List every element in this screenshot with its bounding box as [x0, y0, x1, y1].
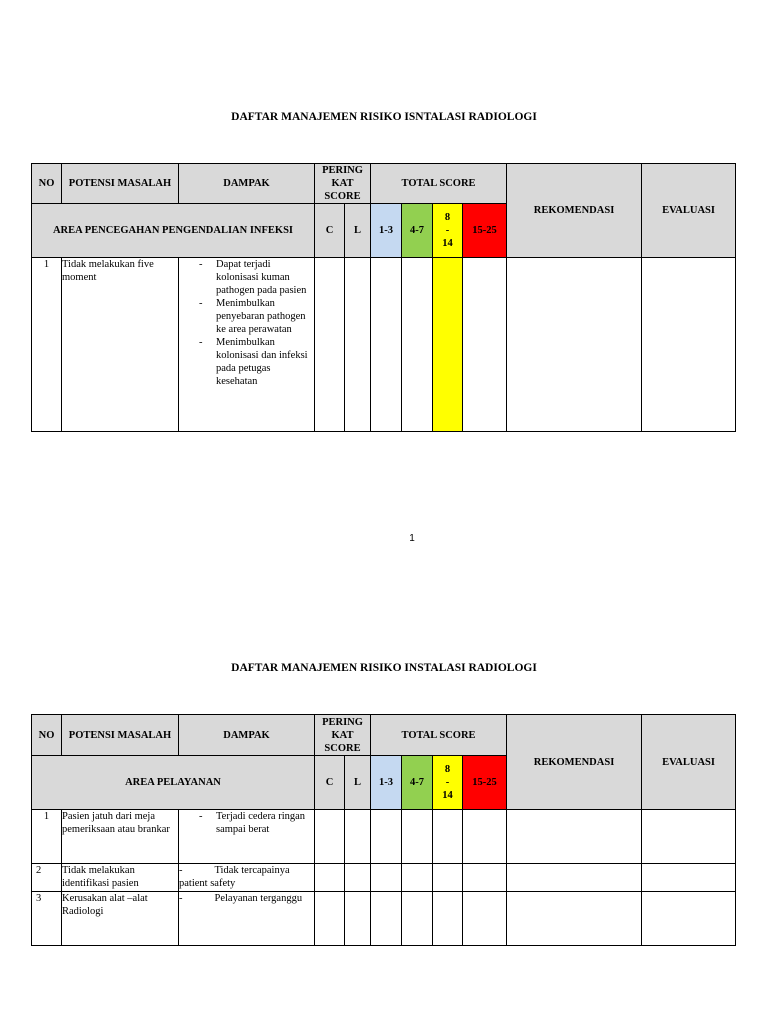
cell-c: [315, 892, 345, 946]
cell-evaluasi: [642, 892, 736, 946]
header-no: NO: [32, 164, 62, 204]
cell-rekomendasi: [507, 864, 642, 892]
row-potensi: Pasien jatuh dari meja pemeriksaan atau brankar: [62, 810, 179, 864]
cell-score-8-14: [433, 892, 463, 946]
dampak-item: - Terjadi cedera ringan sampai berat: [216, 810, 314, 836]
cell-c: [315, 258, 345, 432]
header-evaluasi: EVALUASI: [642, 715, 736, 810]
row-dampak: [179, 892, 315, 946]
score-range-4-7: 4-7: [402, 204, 433, 258]
row-no: 1: [32, 810, 62, 864]
header-dampak: DAMPAK: [179, 715, 315, 756]
cell-l: [345, 892, 371, 946]
sub-header-l: L: [345, 204, 371, 258]
table-row: [32, 892, 736, 946]
score-range-8-14: [433, 204, 463, 258]
dampak-item: - Dapat terjadi kolonisasi kuman pathogen pada pasien: [216, 258, 314, 297]
score-range-8-14-b: -: [445, 225, 450, 236]
header-peringkat-score: PERING KAT SCORE: [315, 715, 371, 756]
cell-rekomendasi: [507, 892, 642, 946]
cell-l: [345, 864, 371, 892]
header-potensi-masalah: POTENSI MASALAH: [62, 164, 179, 204]
score-range-8-14-c: 14: [442, 238, 453, 249]
score-range-8-14-a: 8: [444, 212, 451, 223]
sub-header-c: C: [315, 756, 345, 810]
dampak-text: Pelayanan terganggu: [214, 893, 303, 904]
row-potensi: Kerusakan alat –alat Radiologi: [62, 892, 179, 946]
cell-score-15-25: [463, 864, 507, 892]
cell-score-4-7: [402, 864, 433, 892]
table-row: [32, 864, 736, 892]
sub-header-l: L: [345, 756, 371, 810]
cell-score-1-3: [371, 258, 402, 432]
cell-c: [315, 810, 345, 864]
cell-evaluasi: [642, 810, 736, 864]
page-2-title: DAFTAR MANAJEMEN RISIKO INSTALASI RADIOLOGI: [231, 662, 537, 674]
score-range-8-14: [433, 756, 463, 810]
score-range-4-7: 4-7: [402, 756, 433, 810]
cell-score-15-25: [463, 892, 507, 946]
cell-score-15-25: [463, 258, 507, 432]
cell-evaluasi: [642, 864, 736, 892]
cell-score-8-14: [433, 810, 463, 864]
score-range-15-25: 15-25: [463, 204, 507, 258]
score-range-15-25: 15-25: [463, 756, 507, 810]
risk-table-1: [31, 163, 736, 432]
cell-l: [345, 258, 371, 432]
header-dampak: DAMPAK: [179, 164, 315, 204]
area-label: AREA PENCEGAHAN PENGENDALIAN INFEKSI: [32, 204, 315, 258]
dampak-dash: -: [179, 893, 183, 904]
table-row: [32, 810, 736, 864]
page-number: 1: [409, 533, 415, 544]
sub-header-c: C: [315, 204, 345, 258]
header-evaluasi: EVALUASI: [642, 164, 736, 258]
header-rekomendasi: REKOMENDASI: [507, 715, 642, 810]
header-total-score: TOTAL SCORE: [371, 164, 507, 204]
cell-rekomendasi: [507, 810, 642, 864]
cell-score-8-14: [433, 258, 463, 432]
header-total-score: TOTAL SCORE: [371, 715, 507, 756]
cell-l: [345, 810, 371, 864]
cell-score-1-3: [371, 892, 402, 946]
cell-score-4-7: [402, 810, 433, 864]
table-row: [32, 258, 736, 432]
cell-score-4-7: [402, 258, 433, 432]
dampak-item: - Menimbulkan kolonisasi dan infeksi pada petugas kesehatan: [216, 336, 314, 388]
score-range-1-3: 1-3: [371, 204, 402, 258]
row-dampak: [179, 810, 315, 864]
dampak-item: - Menimbulkan penyebaran pathogen ke area perawatan: [216, 297, 314, 336]
cell-score-15-25: [463, 810, 507, 864]
score-range-1-3: 1-3: [371, 756, 402, 810]
row-dampak: [179, 864, 315, 892]
dampak-dash: -: [179, 865, 183, 876]
score-range-8-14-c: 14: [442, 790, 453, 801]
cell-c: [315, 864, 345, 892]
cell-score-1-3: [371, 810, 402, 864]
header-rekomendasi: REKOMENDASI: [507, 164, 642, 258]
header-peringkat-score: PERING KAT SCORE: [315, 164, 371, 204]
row-no: 1: [32, 258, 62, 432]
page-1-title: DAFTAR MANAJEMEN RISIKO ISNTALASI RADIOLOGI: [231, 111, 537, 123]
area-label: AREA PELAYANAN: [32, 756, 315, 810]
row-dampak: [179, 258, 315, 432]
cell-score-1-3: [371, 864, 402, 892]
dampak-text: Tidak tercapainya patient safety: [179, 865, 290, 889]
row-potensi: Tidak melakukan identifikasi pasien: [62, 864, 179, 892]
header-potensi-masalah: POTENSI MASALAH: [62, 715, 179, 756]
cell-score-8-14: [433, 864, 463, 892]
row-no: 2: [32, 864, 62, 892]
cell-rekomendasi: [507, 258, 642, 432]
cell-score-4-7: [402, 892, 433, 946]
header-no: NO: [32, 715, 62, 756]
row-potensi: Tidak melakukan five moment: [62, 258, 179, 432]
score-range-8-14-a: 8: [444, 764, 451, 775]
risk-table-2: [31, 714, 736, 946]
row-no: 3: [32, 892, 62, 946]
score-range-8-14-b: -: [445, 777, 450, 788]
cell-evaluasi: [642, 258, 736, 432]
